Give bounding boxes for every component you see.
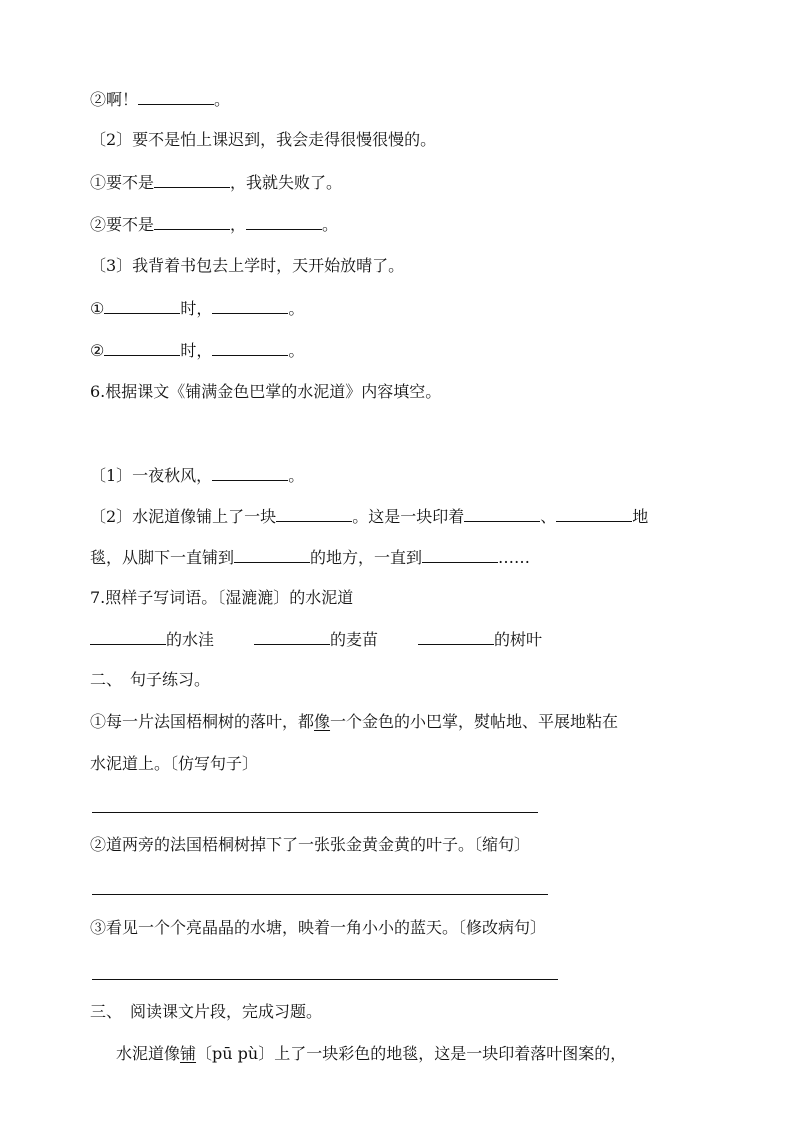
sec2-sentence-2: ②道两旁的法国梧桐树掉下了一张张金黄金黄的叶子。〔缩句〕 — [90, 835, 531, 854]
q6-title: 6.根据课文《铺满金色巴掌的水泥道》内容填空。 — [90, 382, 442, 401]
answer-blank[interactable] — [90, 627, 166, 645]
answer-blank[interactable] — [212, 463, 288, 481]
answer-blank[interactable] — [418, 627, 494, 645]
section-2-title: 二、 句子练习。 — [90, 670, 211, 689]
q5-3-item1: ① 时， 。 — [90, 296, 304, 321]
sec2-sentence-1-cont: 水泥道上。〔仿写句子〕 — [90, 754, 259, 773]
answer-blank[interactable] — [276, 504, 352, 522]
q6-item2-cont: 毯，从脚下一直铺到 的地方，一直到 …… — [90, 545, 530, 570]
q5-3-stem: 〔3〕我背着书包去上学时，天开始放晴了。 — [90, 256, 405, 275]
answer-blank[interactable] — [154, 170, 230, 188]
q7-words: 的水洼 的麦苗 的树叶 — [90, 627, 542, 652]
q5-1-item2: ②啊！ 。 — [90, 87, 230, 112]
answer-blank[interactable] — [104, 296, 180, 314]
answer-line[interactable] — [92, 894, 548, 895]
answer-line[interactable] — [92, 812, 538, 813]
q6-item2: 〔2〕水泥道像铺上了一块 。这是一块印着 、 地 — [90, 504, 648, 529]
q5-3-item2: ② 时， 。 — [90, 338, 304, 363]
answer-blank[interactable] — [212, 338, 288, 356]
q5-2-item2: ②要不是 ， 。 — [90, 212, 338, 237]
answer-blank[interactable] — [464, 504, 540, 522]
sec2-sentence-3: ③看见一个个亮晶晶的水塘，映着一角小小的蓝天。〔修改病句〕 — [90, 918, 547, 937]
answer-blank[interactable] — [154, 212, 230, 230]
q5-2-stem: 〔2〕要不是怕上课迟到，我会走得很慢很慢的。 — [90, 130, 437, 149]
q7-title: 7.照样子写词语。〔湿漉漉〕的水泥道 — [90, 588, 354, 607]
q6-item1: 〔1〕一夜秋风， 。 — [90, 463, 304, 488]
answer-blank[interactable] — [234, 545, 310, 563]
answer-blank[interactable] — [422, 545, 498, 563]
answer-blank[interactable] — [138, 87, 214, 105]
answer-blank[interactable] — [254, 627, 330, 645]
section-3-title: 三、 阅读课文片段，完成习题。 — [90, 1002, 323, 1021]
answer-blank[interactable] — [104, 338, 180, 356]
answer-blank[interactable] — [556, 504, 632, 522]
sec3-passage: 水泥道像铺〔pū pù〕上了一块彩色的地毯，这是一块印着落叶图案的， — [116, 1044, 627, 1063]
answer-blank[interactable] — [212, 296, 288, 314]
sec2-sentence-1: ①每一片法国梧桐树的落叶，都像一个金色的小巴掌，熨帖地、平展地粘在 — [90, 712, 619, 731]
answer-blank[interactable] — [246, 212, 322, 230]
answer-line[interactable] — [92, 979, 558, 980]
q5-2-item1: ①要不是 ，我就失败了。 — [90, 170, 342, 195]
